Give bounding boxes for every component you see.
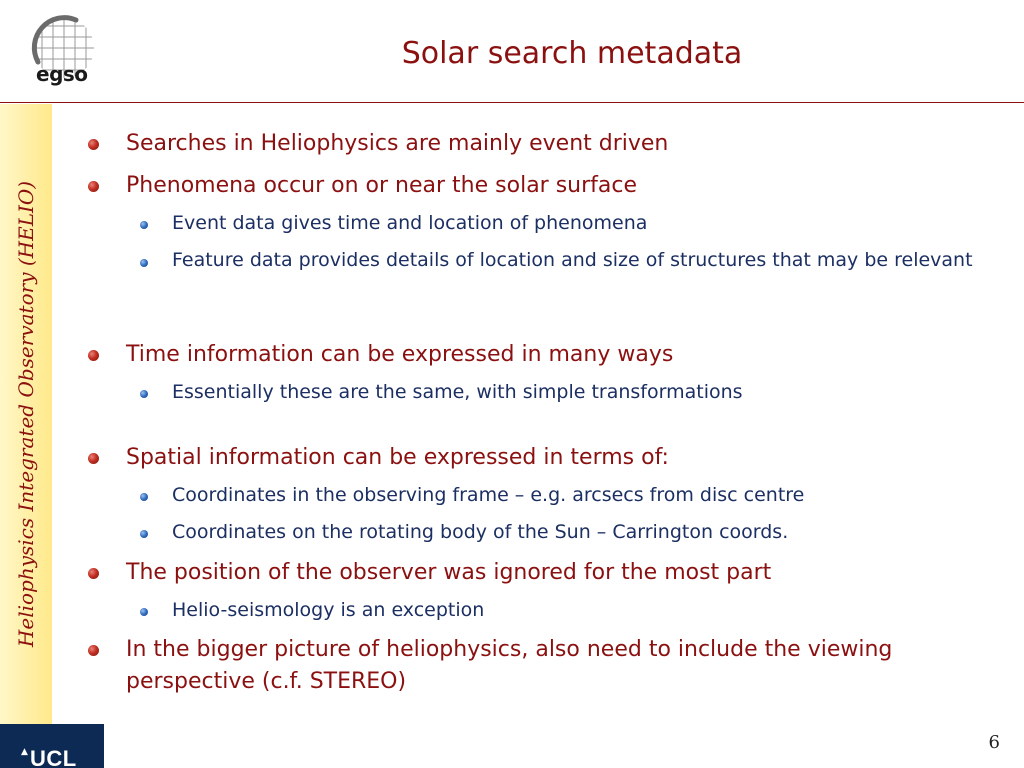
bullet-item: In the bigger picture of heliophysics, also need to include the viewing perspective (c.f. STEREO) <box>126 637 893 694</box>
bullet-item: Spatial information can be expressed in terms of: <box>126 445 669 470</box>
header-divider <box>0 102 1024 103</box>
sub-bullet-dot <box>140 530 148 538</box>
sub-bullet-dot <box>140 221 148 229</box>
bullet-item: Phenomena occur on or near the solar surface <box>126 173 638 198</box>
bullet-dot <box>88 139 99 150</box>
ucl-logo-icon: ▲ <box>21 747 28 757</box>
bullet-item: Time information can be expressed in many ways <box>126 342 674 367</box>
side-band-text: Heliophysics Integrated Observatory (HELIO) <box>14 180 38 648</box>
bullet-item: Searches in Heliophysics are mainly event driven <box>126 131 669 156</box>
bullet-item: The position of the observer was ignored for the most part <box>126 560 772 585</box>
bullet-dot <box>88 181 99 192</box>
sub-bullet-item: Essentially these are the same, with simple transformations <box>172 381 743 403</box>
sub-bullet-item: Coordinates in the observing frame – e.g. arcsecs from disc centre <box>172 484 805 506</box>
sub-bullet-item: Coordinates on the rotating body of the Sun – Carrington coords. <box>172 521 789 543</box>
sub-bullet-dot <box>140 390 148 398</box>
sub-bullet-dot <box>140 608 148 616</box>
sub-bullet-dot <box>140 259 148 267</box>
sub-bullet-dot <box>140 493 148 501</box>
bullet-dot <box>88 568 99 579</box>
bullet-dot <box>88 453 99 464</box>
sub-bullet-item: Feature data provides details of location and size of structures that may be relevant <box>172 249 973 271</box>
page-number: 6 <box>988 732 1000 753</box>
egso-logo-text: egso <box>36 62 88 86</box>
sub-bullet-item: Helio-seismology is an exception <box>172 599 485 621</box>
bullet-dot <box>88 645 99 656</box>
slide-title: Solar search metadata <box>401 36 743 71</box>
ucl-logo-text: UCL <box>30 746 77 768</box>
bullet-dot <box>88 350 99 361</box>
sub-bullet-item: Event data gives time and location of phenomena <box>172 212 648 234</box>
